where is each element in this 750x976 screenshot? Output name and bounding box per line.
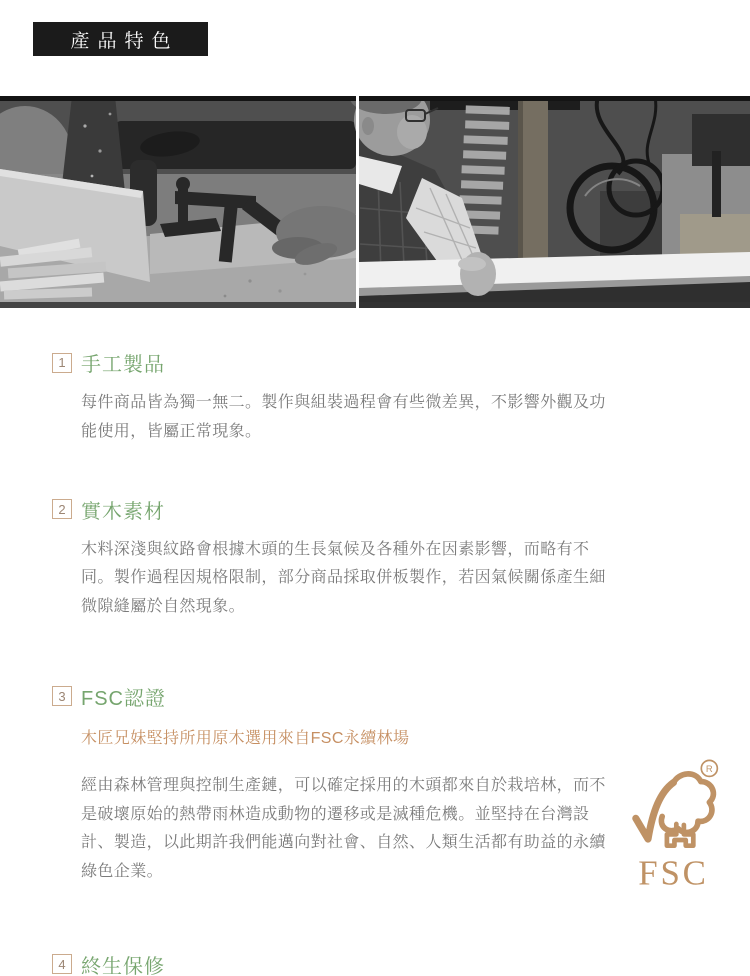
feature-sections	[52, 348, 732, 976]
left-photo-woodworking-clamp	[0, 96, 368, 308]
section-title: 手工製品	[81, 354, 165, 376]
section-lifetime-warranty	[52, 950, 732, 976]
section-title: FSC認證	[81, 687, 166, 710]
number-badge-3: 3	[52, 686, 72, 706]
section-fsc-certification	[52, 682, 732, 895]
section-header	[52, 495, 732, 524]
number-badge-4: 4	[52, 954, 72, 974]
page-title: 產品特色	[70, 30, 179, 52]
section-title: 終生保修	[81, 955, 165, 976]
fsc-body-row	[52, 748, 732, 895]
fsc-tree-check-icon	[626, 758, 721, 890]
section-body-text: 經由森林管理與控制生產鏈，可以確定採用的木頭都來自於栽培林，而不是破壞原始的熱帶雨林造成動物的遷移或是滅種危機。並堅持在台灣設計、製造，以此期許我們能邁向對社會、自然、人類生活都有助益的永續綠色企業。	[81, 776, 606, 881]
number-badge-2: 2	[52, 499, 72, 519]
section-header	[52, 348, 732, 377]
right-photo-craftsman-plank	[350, 96, 750, 308]
section-solid-wood	[52, 495, 732, 622]
section-title-badge	[33, 22, 208, 56]
registered-symbol-letter: R	[705, 763, 713, 775]
number-badge-1: 1	[52, 353, 72, 373]
fsc-wordmark: FSC	[638, 853, 709, 890]
section-title: 實木素材	[81, 500, 165, 523]
photo-banner	[0, 96, 750, 308]
section-handmade	[52, 348, 732, 447]
section-header	[52, 950, 732, 976]
section-header	[52, 682, 732, 711]
section-body-text: 木料深淺與紋路會根據木頭的生長氣候及各種外在因素影響，而略有不同。製作過程因規格限制，部分商品採取併板製作，若因氣候關係產生細微隙縫屬於自然現象。	[81, 540, 606, 616]
section-body-text: 每件商品皆為獨一無二。製作與組裝過程會有些微差異，不影響外觀及功能使用，皆屬正常現象。	[81, 394, 606, 440]
fsc-logo	[626, 758, 721, 895]
workshop-photo-collage	[0, 96, 750, 308]
section-subtitle: 木匠兄妹堅持所用原木選用來自FSC永續林場	[81, 729, 410, 747]
